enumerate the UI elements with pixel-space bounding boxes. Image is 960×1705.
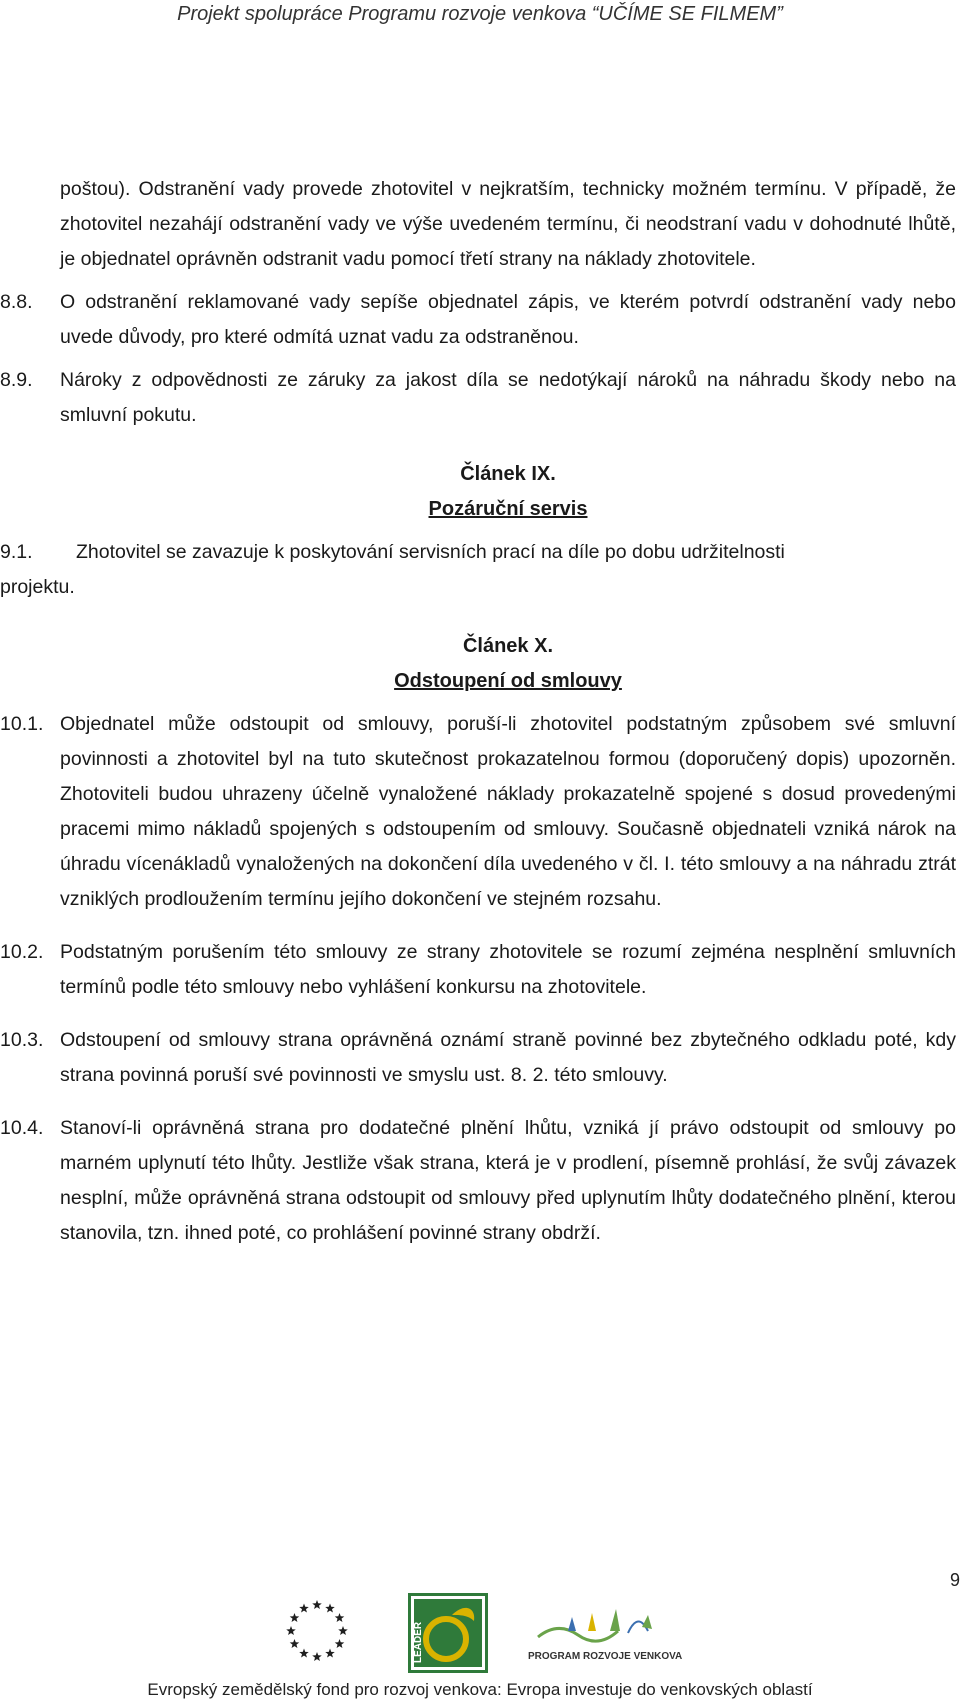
eu-star-icon bbox=[325, 1649, 335, 1658]
section-number: 9.1. bbox=[0, 541, 33, 563]
section-text-line2: projektu. bbox=[0, 576, 75, 598]
section-number: 10.2. bbox=[0, 941, 44, 963]
eu-star-icon bbox=[290, 1613, 300, 1622]
article-subtitle: Odstoupení od smlouvy bbox=[394, 670, 622, 692]
eu-star-icon bbox=[335, 1639, 345, 1648]
eu-star-icon bbox=[286, 1626, 296, 1635]
article-10-heading bbox=[60, 629, 956, 699]
eu-star-icon bbox=[290, 1639, 300, 1648]
section-text: Nároky z odpovědnosti ze záruky za jakost díla se nedotýkají nároků na náhradu škody nebo na smluvní pokutu. bbox=[60, 369, 956, 426]
section-8-9 bbox=[0, 363, 956, 433]
section-10-1 bbox=[0, 707, 956, 917]
eu-star-icon bbox=[335, 1613, 345, 1622]
section-9-1 bbox=[0, 535, 956, 605]
section-10-2 bbox=[0, 935, 956, 1005]
eu-star-icon bbox=[338, 1626, 348, 1635]
page-number: 9 bbox=[949, 1570, 960, 1590]
footer-logos bbox=[0, 1595, 960, 1670]
leader-logo bbox=[408, 1593, 488, 1673]
eu-stars-icon bbox=[286, 1600, 348, 1661]
section-number: 10.1. bbox=[0, 713, 44, 735]
eu-star-icon bbox=[312, 1600, 322, 1609]
leader-logo-text: LEADER bbox=[413, 1621, 424, 1663]
section-8-8 bbox=[0, 285, 956, 355]
article-title: Článek IX. bbox=[460, 463, 556, 485]
section-number: 10.4. bbox=[0, 1117, 44, 1139]
eu-star-icon bbox=[312, 1652, 322, 1661]
article-subtitle: Pozáruční servis bbox=[428, 498, 588, 520]
section-number: 8.9. bbox=[0, 369, 33, 391]
eu-star-icon bbox=[325, 1603, 335, 1612]
eu-flag-logo bbox=[278, 1595, 356, 1667]
document-body bbox=[0, 172, 956, 1251]
article-title: Článek X. bbox=[462, 635, 554, 657]
section-text-line1: Zhotovitel se zavazuje k poskytování servisních prací na díle po dobu udržitelnosti bbox=[76, 541, 785, 563]
section-text: Odstoupení od smlouvy strana oprávněná oznámí straně povinné bez zbytečného odkladu poté, kdy strana povinná poruší své povinnosti ve smyslu ust. 8. 2. této smlouvy. bbox=[60, 1029, 956, 1086]
prv-logo-text: PROGRAM ROZVOJE VENKOVA bbox=[528, 1651, 683, 1662]
section-text: Podstatným porušením této smlouvy ze strany zhotovitele se rozumí zejména nesplnění smluvních termínů podle této smlouvy nebo vyhlášení konkursu na zhotovitele. bbox=[60, 941, 956, 998]
eu-star-icon bbox=[299, 1603, 309, 1612]
section-10-4 bbox=[0, 1111, 956, 1251]
section-text: Stanoví-li oprávněná strana pro dodatečné plnění lhůtu, vzniká jí právo odstoupit od smlouvy po marném uplynutí této lhůty. Jestliže však strana, která je v prodlení, písemně prohlásí, že svůj závazek nesplní, může oprávněná strana odstoupit od smlouvy před uplynutím lhůty dodatečného plnění, kterou stanovila, tzn. ihned poté, co prohlášení povinné strany obdrží. bbox=[60, 1117, 956, 1244]
header-title: Projekt spolupráce Programu rozvoje venkova “UČÍME SE FILMEM” bbox=[177, 3, 783, 25]
section-10-3 bbox=[0, 1023, 956, 1093]
eu-star-icon bbox=[299, 1649, 309, 1658]
paragraph-continuation: poštou). Odstranění vady provede zhotovitel v nejkratším, technicky možném termínu. V případě, že zhotovitel nezahájí odstranění vady ve výše uvedeném termínu, či neodstraní vadu v dohodnuté lhůtě, je objednatel oprávněn odstranit vadu pomocí třetí strany na náklady zhotovitele. bbox=[60, 178, 956, 270]
article-9-heading bbox=[60, 457, 956, 527]
section-text: Objednatel může odstoupit od smlouvy, poruší-li zhotovitel podstatným způsobem své smluvní povinnosti a zhotovitel byl na tuto skutečnost prokazatelnou formou (doporučený dopis) upozorněn. Zhotoviteli budou uhrazeny účelně vynaložené náklady prokazatelně spojené s dosud provedenými pracemi mimo nákladů spojených s odstoupením od smlouvy. Současně objednateli vzniká nárok na úhradu vícenákladů vynaložených na dokončení díla uvedeného v čl. I. této smlouvy a na náhradu ztrát vzniklých prodloužením termínu jejího dokončení ve stejném rozsahu. bbox=[60, 713, 956, 910]
section-text: O odstranění reklamované vady sepíše objednatel zápis, ve kterém potvrdí odstranění vady nebo uvede důvody, pro které odmítá uznat vadu za odstraněnou. bbox=[60, 291, 956, 348]
page-header bbox=[0, 0, 960, 34]
section-number: 8.8. bbox=[0, 291, 33, 313]
section-number: 10.3. bbox=[0, 1029, 44, 1051]
footer-text: Evropský zemědělský fond pro rozvoj venkova: Evropa investuje do venkovských oblastí bbox=[147, 1680, 813, 1699]
page-footer bbox=[0, 1680, 960, 1700]
prv-logo bbox=[528, 1601, 688, 1667]
